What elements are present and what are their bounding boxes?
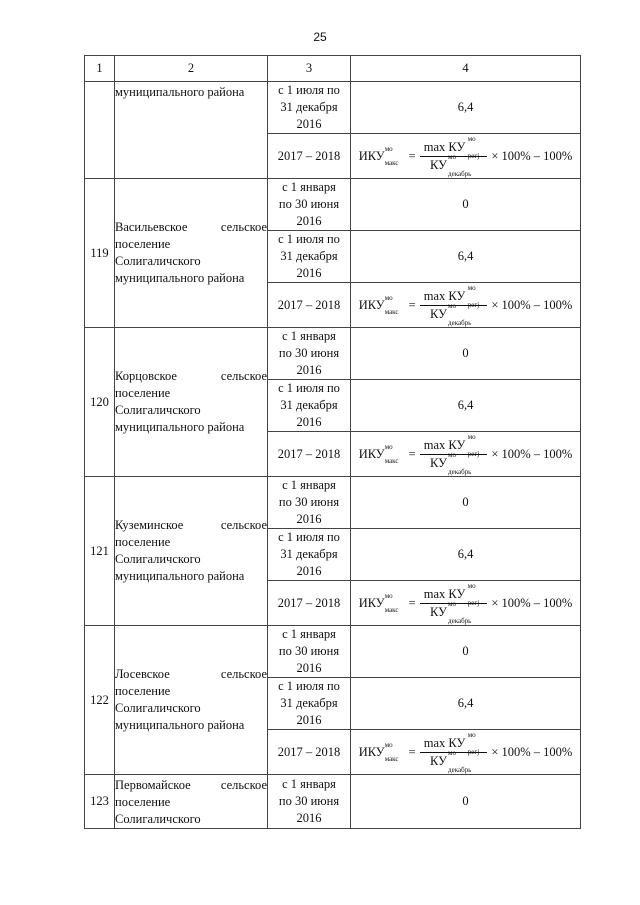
formula-cell	[351, 730, 581, 775]
formula-den-sup: мо	[448, 301, 456, 310]
formula-iku-sup: мо	[384, 591, 393, 600]
value-cell: 6,4	[351, 82, 581, 134]
table-header-row	[85, 56, 581, 82]
formula-den-text: КУ	[430, 455, 447, 470]
formula-equals: =	[408, 148, 416, 163]
formula-iku-text: ИКУ	[358, 148, 385, 163]
period-line: по 30 июня	[278, 346, 340, 360]
settlement-name	[115, 477, 268, 626]
period-cell: 2017 – 2018	[268, 134, 351, 179]
period-cell	[268, 529, 351, 581]
formula-iku-sub: макс	[384, 158, 399, 167]
period-cell	[268, 328, 351, 380]
formula-iku-text: ИКУ	[358, 744, 385, 759]
settlement-name-line: муниципального района	[115, 420, 245, 434]
settlement-name-line: Первомайское сельское	[115, 778, 267, 792]
period-line: 31 декабря	[280, 249, 338, 263]
settlement-name-line: Лосевское сельское	[115, 667, 267, 681]
period-line: 2016	[296, 117, 322, 131]
iku-formula	[351, 730, 580, 774]
column-header: 3	[268, 56, 351, 82]
period-cell: 2017 – 2018	[268, 730, 351, 775]
period-line: с 1 января	[282, 777, 336, 791]
formula-num-sup: мо	[467, 581, 476, 590]
settlement-name	[115, 328, 268, 477]
period-line: с 1 июля по	[278, 381, 340, 395]
column-header: 4	[351, 56, 581, 82]
column-header: 2	[115, 56, 268, 82]
column-header: 1	[85, 56, 115, 82]
formula-iku-text: ИКУ	[358, 595, 385, 610]
formula-cell	[351, 134, 581, 179]
iku-formula	[351, 283, 580, 327]
period-line: 31 декабря	[280, 696, 338, 710]
period-line: 2016	[296, 564, 322, 578]
formula-num-sup: мо	[467, 134, 476, 143]
settlement-name-line: поселение	[115, 795, 171, 809]
formula-iku-sup: мо	[384, 442, 393, 451]
formula-num-sub: регj	[467, 300, 480, 309]
formula-cell	[351, 283, 581, 328]
period-cell: 2017 – 2018	[268, 581, 351, 626]
table-row	[85, 477, 581, 529]
period-line: с 1 июля по	[278, 232, 340, 246]
period-cell	[268, 179, 351, 231]
settlement-name-line: поселение	[115, 237, 171, 251]
period-line: 2016	[296, 512, 322, 526]
period-line: 2016	[296, 214, 322, 228]
formula-num-sub: регj	[467, 598, 480, 607]
period-cell	[268, 775, 351, 829]
formula-iku-sup: мо	[384, 740, 393, 749]
formula-iku	[358, 591, 405, 614]
period-line: по 30 июня	[278, 197, 340, 211]
iku-formula	[351, 134, 580, 178]
period-line: по 30 июня	[278, 495, 340, 509]
period-line: с 1 января	[282, 478, 336, 492]
formula-den-text: КУ	[430, 753, 447, 768]
iku-formula	[351, 432, 580, 476]
period-cell	[268, 626, 351, 678]
formula-num-text: max КУ	[423, 139, 466, 154]
table-row	[85, 179, 581, 231]
formula-equals: =	[408, 595, 416, 610]
formula-fraction	[420, 283, 488, 327]
formula-iku-sub: макс	[384, 754, 399, 763]
period-line: 2016	[296, 811, 322, 825]
formula-tail: × 100% – 100%	[491, 595, 573, 610]
settlement-name-line: Солигаличского	[115, 403, 201, 417]
settlement-name	[115, 626, 268, 775]
row-number: 122	[85, 626, 115, 775]
period-cell	[268, 231, 351, 283]
period-line: по 30 июня	[278, 644, 340, 658]
formula-num-text: max КУ	[423, 735, 466, 750]
value-cell: 0	[351, 775, 581, 829]
formula-den-sup: мо	[448, 152, 456, 161]
period-line: по 30 июня	[278, 794, 340, 808]
period-cell	[268, 380, 351, 432]
value-cell: 6,4	[351, 231, 581, 283]
formula-den-sup: мо	[448, 599, 456, 608]
formula-iku	[358, 442, 405, 465]
settlement-name-line: муниципального района	[115, 271, 245, 285]
settlement-name-line: поселение	[115, 684, 171, 698]
formula-equals: =	[408, 297, 416, 312]
settlement-name-line: муниципального района	[115, 718, 245, 732]
table-row	[85, 82, 581, 134]
formula-num-sub: регj	[467, 747, 480, 756]
formula-iku	[358, 144, 405, 167]
formula-num-text: max КУ	[423, 288, 466, 303]
formula-fraction	[420, 730, 488, 774]
formula-den-sub: декабрь	[448, 318, 472, 327]
row-number	[85, 82, 115, 179]
formula-cell	[351, 581, 581, 626]
formula-den-sup: мо	[448, 450, 456, 459]
settlement-name-line: поселение	[115, 535, 171, 549]
formula-den-text: КУ	[430, 157, 447, 172]
period-line: с 1 января	[282, 627, 336, 641]
formula-fraction	[420, 432, 488, 476]
formula-den-text: КУ	[430, 604, 447, 619]
table-row	[85, 328, 581, 380]
formula-tail: × 100% – 100%	[491, 297, 573, 312]
period-cell	[268, 678, 351, 730]
period-cell: 2017 – 2018	[268, 283, 351, 328]
formula-den-text: КУ	[430, 306, 447, 321]
formula-num-sup: мо	[467, 730, 476, 739]
formula-num-sup: мо	[467, 283, 476, 292]
period-cell	[268, 477, 351, 529]
formula-equals: =	[408, 744, 416, 759]
settlement-name-line: Солигаличского	[115, 552, 201, 566]
formula-num-sup: мо	[467, 432, 476, 441]
value-cell: 6,4	[351, 380, 581, 432]
table-row	[85, 626, 581, 678]
settlement-name-line: муниципального района	[115, 85, 245, 99]
formula-iku-sub: макс	[384, 605, 399, 614]
row-number: 123	[85, 775, 115, 829]
period-cell	[268, 82, 351, 134]
formula-num-text: max КУ	[423, 437, 466, 452]
row-number: 121	[85, 477, 115, 626]
formula-den-sub: декабрь	[448, 765, 472, 774]
period-line: 2016	[296, 415, 322, 429]
formula-iku-sub: макс	[384, 307, 399, 316]
period-line: с 1 июля по	[278, 530, 340, 544]
formula-num-sub: регj	[467, 151, 480, 160]
settlement-name-line: Куземинское сельское	[115, 518, 267, 532]
settlement-name-line: Солигаличского	[115, 812, 201, 826]
formula-den-sub: декабрь	[448, 616, 472, 625]
settlement-name	[115, 82, 268, 179]
settlement-name	[115, 179, 268, 328]
formula-num-text: max КУ	[423, 586, 466, 601]
formula-equals: =	[408, 446, 416, 461]
iku-formula	[351, 581, 580, 625]
formula-cell	[351, 432, 581, 477]
formula-iku	[358, 293, 405, 316]
value-cell: 0	[351, 477, 581, 529]
row-number: 119	[85, 179, 115, 328]
period-line: 2016	[296, 713, 322, 727]
period-line: 2016	[296, 661, 322, 675]
period-line: 2016	[296, 266, 322, 280]
formula-fraction	[420, 581, 488, 625]
page-number: 25	[313, 30, 327, 44]
period-cell: 2017 – 2018	[268, 432, 351, 477]
period-line: 31 декабря	[280, 547, 338, 561]
row-number: 120	[85, 328, 115, 477]
value-cell: 0	[351, 328, 581, 380]
formula-den-sub: декабрь	[448, 467, 472, 476]
formula-den-sup: мо	[448, 748, 456, 757]
formula-iku-text: ИКУ	[358, 446, 385, 461]
formula-tail: × 100% – 100%	[491, 148, 573, 163]
settlement-name-line: поселение	[115, 386, 171, 400]
value-cell: 6,4	[351, 678, 581, 730]
settlement-name-line: Васильевское сельское	[115, 220, 267, 234]
value-cell: 0	[351, 179, 581, 231]
period-line: 31 декабря	[280, 100, 338, 114]
formula-iku-sup: мо	[384, 293, 393, 302]
formula-iku-sub: макс	[384, 456, 399, 465]
formula-tail: × 100% – 100%	[491, 446, 573, 461]
period-line: с 1 января	[282, 180, 336, 194]
period-line: 31 декабря	[280, 398, 338, 412]
table-row	[85, 775, 581, 829]
formula-den-sub: декабрь	[448, 169, 472, 178]
formula-num-sub: регj	[467, 449, 480, 458]
period-line: с 1 июля по	[278, 83, 340, 97]
formula-iku-sup: мо	[384, 144, 393, 153]
value-cell: 0	[351, 626, 581, 678]
formula-iku	[358, 740, 405, 763]
value-cell: 6,4	[351, 529, 581, 581]
settlement-name-line: муниципального района	[115, 569, 245, 583]
settlement-name-line: Корцовское сельское	[115, 369, 267, 383]
formula-iku-text: ИКУ	[358, 297, 385, 312]
period-line: 2016	[296, 363, 322, 377]
period-line: с 1 января	[282, 329, 336, 343]
formula-fraction	[420, 134, 488, 178]
tariff-table	[84, 55, 581, 829]
settlement-name	[115, 775, 268, 829]
formula-tail: × 100% – 100%	[491, 744, 573, 759]
period-line: с 1 июля по	[278, 679, 340, 693]
settlement-name-line: Солигаличского	[115, 254, 201, 268]
settlement-name-line: Солигаличского	[115, 701, 201, 715]
